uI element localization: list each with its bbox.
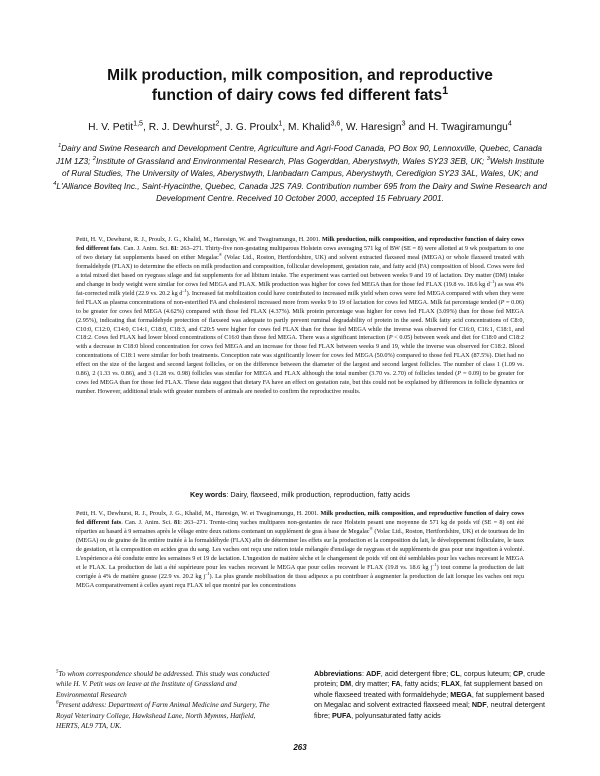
article-title xyxy=(40,66,560,106)
keywords-label: Key words xyxy=(190,490,227,499)
footnotes xyxy=(56,669,278,731)
affiliation-1: Dairy and Swine Research and Development Centre, Agriculture and Agri-Food Canada, PO Box 90, Lennoxville, Quebec, Canada J1M 1Z3; xyxy=(55,143,543,166)
abstract-french xyxy=(76,510,524,591)
affiliation-4: L'Alliance Boviteq Inc., Saint-Hyacinthe, Quebec, Canada J2S 7A9. Contribution number 695 from the Dairy and Swine Research and Development Centre. Received 10 October 2000, accepted 15 February 2001. xyxy=(56,180,547,204)
keywords-text: : Dairy, flaxseed, milk production, reproduction, fatty acids xyxy=(226,490,410,499)
affiliations: $^1$Dairy and Swine Research and Development Centre, Agriculture and Agri-Food Canada, PO Box 90, Lennoxville, Quebec, Canada J1M 1Z3; $^2$Institute of Grassland and Environmental Research, Plas Gogerddan, Aberystwyth, Wales SY23 3EB, UK; $^3$Welsh Institute of Rural Studies, The University of Wales, Aberystwyth, Llanbadarn Campus, Aberystwyth, Ceredigion SY23 3AL, Wales, UK; and $^4$L'Alliance Boviteq Inc., Saint-Hyacinthe, Quebec, Canada J2S 7A9. Contribution number 695 from the Dairy and Swine Research and Development Centre. Received 10 October 2000, accepted 15 February 2001. xyxy=(53,143,547,204)
abbreviations-label: Abbreviations xyxy=(314,669,362,678)
resume-cite-title: Milk production, milk composition, and reproductive function of dairy cows fed different fats xyxy=(76,510,524,526)
title-line-2: function of dairy cows fed different fats xyxy=(151,87,443,104)
title-footnote-mark: 1 xyxy=(442,84,449,97)
abstract-paragraph: Petit, H. V., Dewhurst, R. J., Proulx, J. G., Khalid, M., Haresign, W. and Twagiramungu, H. 2001. Milk production, milk composition, and reproductive function of dairy cows fed different fats. Can. J. Anim. Sci. 81: 263–271. Thirty-five non-gestating multiparous Holstein cows averaging 571 kg of BW (SE = 8) were allotted at 9 wk postpartum to one of two dietary fat supplements based on either Megalac® (Volac Ltd., Roston, Hertfordshire, UK) and solvent extracted flaxseed meal (MEGA) or whole flaxseed treated with formaldehyde (FLAX) to determine the effects on milk production and composition, follicular development, gestation rate, and fatty acid (FA) composition of blood. Cows were fed a total mixed diet based on ryegrass silage and fat supplements for ad libitum intake. The experiment was carried out between weeks 9 and 19 of lactation. Dry matter (DM) intake and change in body weight were similar for cows fed MEGA and FLAX. Milk production was higher for cows fed MEGA than for those fed FLAX (19.8 vs. 18.6 kg $d^{-1}$) as was 4% fat-corrected milk yield (22.9 vs. 20.2 kg $d^{-1}$). Increased fat mobilization could have contributed to increased milk yield when cows were fed MEGA compared with when they were fed FLAX as plasma concentrations of non-esterified FA and cholesterol increased more from weeks 9 to 19 of lactation for cows fed MEGA. Milk fat percentage tended (P = 0.06) to be greater for cows fed MEGA (4.62%) compared with those fed FLAX (4.37%). Milk protein percentage was higher for cows fed FLAX (3.09%) than for those fed MEGA (2.95%), indicating that formaldehyde protection of flaxseed was adequate to partly prevent ruminal degradability of protein in the seed. Milk fatty acid concentrations of C8:0, C10:0, C12:0, C14:0, C14:1, C18:0, C18:3, and C20:5 were higher for cows fed FLAX than for those fed MEGA while the inverse was observed for C16:0, C16:1, C18:1, and C18:2. Cows fed FLAX had lower blood concentrations of C16:0 than those fed MEGA. There was a significant interaction (P < 0.05) between week and diet for C18:0 and C18:2 with a decrease in C18:0 blood concentration for cows fed MEGA and an increase for those fed FLAX between weeks 9 and 19, while the inverse was observed for C18:2. Blood concentrations of C18:1 were similar for both treatments. Conception rate was significantly lower for cows fed MEGA (50.0%) compared to those fed FLAX (87.5%). Diet had no effect on the size of the largest and second largest follicles, or on the difference between the diameter of the largest and second largest follicles. The number of class 1 (1.09 vs. 0.86), 2 (1.33 vs. 0.86), and 3 (1.28 vs. 0.98) follicles was similar for MEGA and FLAX although the total number (3.70 vs. 2.70) of follicles tended (P = 0.09) to be greater for cows fed MEGA than for those fed FLAX. These data suggest that dietary FA have an effect on gestation rate, but this could not be explained by differences in follicle dynamics or number. However, additional trials with greater numbers of animals are needed to confirm the reproductive results. xyxy=(76,236,525,396)
affiliation-2: Institute of Grassland and Environmental Research, Plas Gogerddan, Aberystwyth, Wales SY23 3EB, UK; xyxy=(96,155,485,166)
author: J. G. Proulx xyxy=(225,122,279,133)
abbreviations: Abbreviations: ADF, acid detergent fibre; CL, corpus luteum; CP, crude protein; DM, dry matter; FA, fatty acids; FLAX, fat supplement based on whole flaxseed treated with formaldehyde; MEGA, fat supplement based on Megalac and solvent extracted flaxseed meal; NDF, neutral detergent fibre; PUFA, polyunsaturated fatty acids xyxy=(314,669,545,720)
title-line-1: Milk production, milk composition, and reproductive xyxy=(107,67,493,84)
author: H. Twagiramungu xyxy=(428,122,508,133)
keywords xyxy=(76,490,524,500)
author: M. Khalid xyxy=(288,122,331,133)
author: W. Haresign xyxy=(346,122,402,133)
page-number: 263 xyxy=(293,743,307,752)
resume-paragraph: Petit, H. V., Dewhurst, R. J., Proulx, J. G., Khalid, M., Haresign, W. et Twagiramungu, H. 2001. Milk production, milk composition, and reproductive function of dairy cows fed different fats. Can. J. Anim. Sci. 81: 263–271. Trente-cinq vaches multipares non-gestantes de race Holstein pesant une moyenne de 571 kg de poids vif (SE = 8) ont été réparties au hasard à 9 semaines après le vêlage entre deux rations contenant un supplément de gras à base de Megalac® (Volac Ltd., Roston, Hertfordshire, UK) et de tourteau de lin (MEGA) ou de graine de lin entière traitée à la formaldéhyde (FLAX) afin de déterminer les effets sur la production et la composition du lait, le développement folliculaire, le taux de gestation, et la composition en acides gras du sang. Les vaches ont reçu une ration totale mélangée d'ensilage de raygrass et de suppléments de gras pour une ingestion à volonté. L'expérience a été conduite entre les semaines 9 et 19 de lactation. L'ingestion de matière sèche et le changement de poids vif ont été semblables pour les vaches recevant le MEGA et le FLAX. La production de lait a été supérieure pour les vaches recevant le MEGA que pour celles recevant le FLAX (19.8 vs. 18.6 kg $j^{-1}$) tout comme la production de lait corrigée à 4% de matière grasse (22.9 vs. 20.2 kg $j^{-1}$). La plus grande mobilisation de tissu adipeux a pu contribuer à augmenter la production de lait lorsque les vaches ont reçu MEGA comparativement à celles ayant reçu FLAX tel que montré par les concentrations xyxy=(76,510,524,589)
footnote-5: $^5$To whom correspondence should be addressed. This study was conducted while H. V. Petit was on leave at the Institute of Grassland and Environmental Research xyxy=(56,669,270,699)
author: H. V. Petit xyxy=(88,122,134,133)
affiliation-3: Welsh Institute of Rural Studies, The University of Wales, Aberystwyth, Llanbadarn Campus, Aberystwyth, Ceredigion SY23 3AL, Wales, UK; and xyxy=(62,155,545,179)
abstract-english xyxy=(76,236,524,397)
authors-conjunction: and xyxy=(408,122,426,133)
abstract-cite-title: Milk production, milk composition, and reproductive function of dairy cows fed different fats xyxy=(76,236,524,252)
author-list: H. V. Petit$^{1,5}$, R. J. Dewhurst$^2$, J. G. Proulx$^1$, M. Khalid$^{3,6}$, W. Haresign$^3$ and H. Twagiramungu$^4$ xyxy=(88,119,512,133)
footnote-6: $^6$Present address: Department of Farm Animal Medicine and Surgery, The Royal Veterinary College, Hawkshead Lane, North Mymms, Hatfield, HERTS, AL9 7TA, UK. xyxy=(56,700,270,731)
author: R. J. Dewhurst xyxy=(148,122,216,133)
